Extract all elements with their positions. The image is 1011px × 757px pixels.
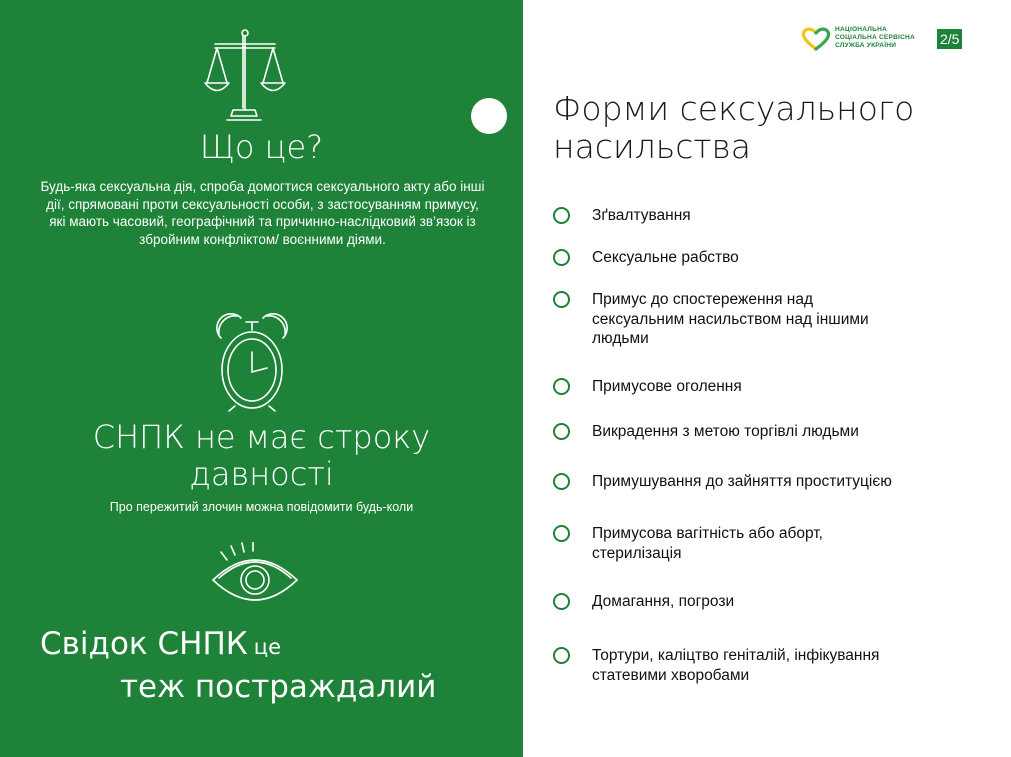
limitation-title-line1: СНПК не має строку xyxy=(92,418,431,456)
witness-line1-main: Свідок СНПК xyxy=(40,626,248,662)
eye-icon xyxy=(209,542,301,610)
list-item-text: Домагання, погрози xyxy=(592,593,735,610)
logo-text-line2: СОЦІАЛЬНА СЕРВІСНА xyxy=(835,33,915,41)
logo-text-line1: НАЦІОНАЛЬНА xyxy=(835,26,887,33)
bullet-circle-icon xyxy=(553,249,570,266)
list-item-text: Тортури, каліцтво геніталій, інфікування статевими хворобами xyxy=(592,647,880,684)
bullet-circle-icon xyxy=(553,473,570,490)
scales-icon xyxy=(203,28,287,124)
witness-line2: теж постраждалий xyxy=(120,669,437,705)
list-item-text: Примушування до зайняття проституцією xyxy=(592,473,892,490)
bullet-circle-icon xyxy=(553,291,570,308)
list-item-text: Сексуальне рабство xyxy=(592,249,739,266)
witness-line1-small: це xyxy=(253,635,282,659)
bullet-circle-icon xyxy=(553,593,570,610)
list-item-text: Викрадення з метою торгівлі людьми xyxy=(592,423,859,440)
list-item-text: Зґвалтування xyxy=(592,207,691,224)
what-title: Що це? xyxy=(199,128,324,166)
forms-title-line2: насильства xyxy=(553,127,752,166)
bullet-circle-icon xyxy=(553,423,570,440)
decorative-dot xyxy=(471,98,507,134)
logo-text xyxy=(835,26,915,49)
heart-logo-icon xyxy=(801,27,831,51)
witness-line1 xyxy=(40,626,281,662)
limitation-title-line2: давності xyxy=(189,455,334,493)
limitation-note: Про пережитий злочин можна повідомити будь-коли xyxy=(109,500,414,514)
what-description: Будь-яка сексуальна дія, спроба домогтися сексуального акту або інші дії, спрямовані проти сексуальності особи, з застосуванням примусу, які мають часовий, географічний та причинно-наслідковий зв’язок із збройним конфліктом/ воєнними діями. xyxy=(40,179,485,247)
nsss-logo xyxy=(801,26,934,52)
bullet-circle-icon xyxy=(553,207,570,224)
list-item-text: Примус до спостереження над сексуальним насильством над іншими людьми xyxy=(592,291,869,347)
page-indicator: 2/5 xyxy=(937,29,962,49)
forms-title xyxy=(553,90,914,166)
list-item-text: Примусове оголення xyxy=(592,378,742,395)
bullet-circle-icon xyxy=(553,647,570,664)
forms-title-line1: Форми сексуального xyxy=(553,89,915,128)
bullet-circle-icon xyxy=(553,378,570,395)
list-item-text: Примусова вагітність або аборт, стерилізація xyxy=(592,525,823,562)
logo-text-line3: СЛУЖБА УКРАЇНИ xyxy=(835,41,897,49)
alarm-clock-icon xyxy=(215,312,289,412)
bullet-circle-icon xyxy=(553,525,570,542)
